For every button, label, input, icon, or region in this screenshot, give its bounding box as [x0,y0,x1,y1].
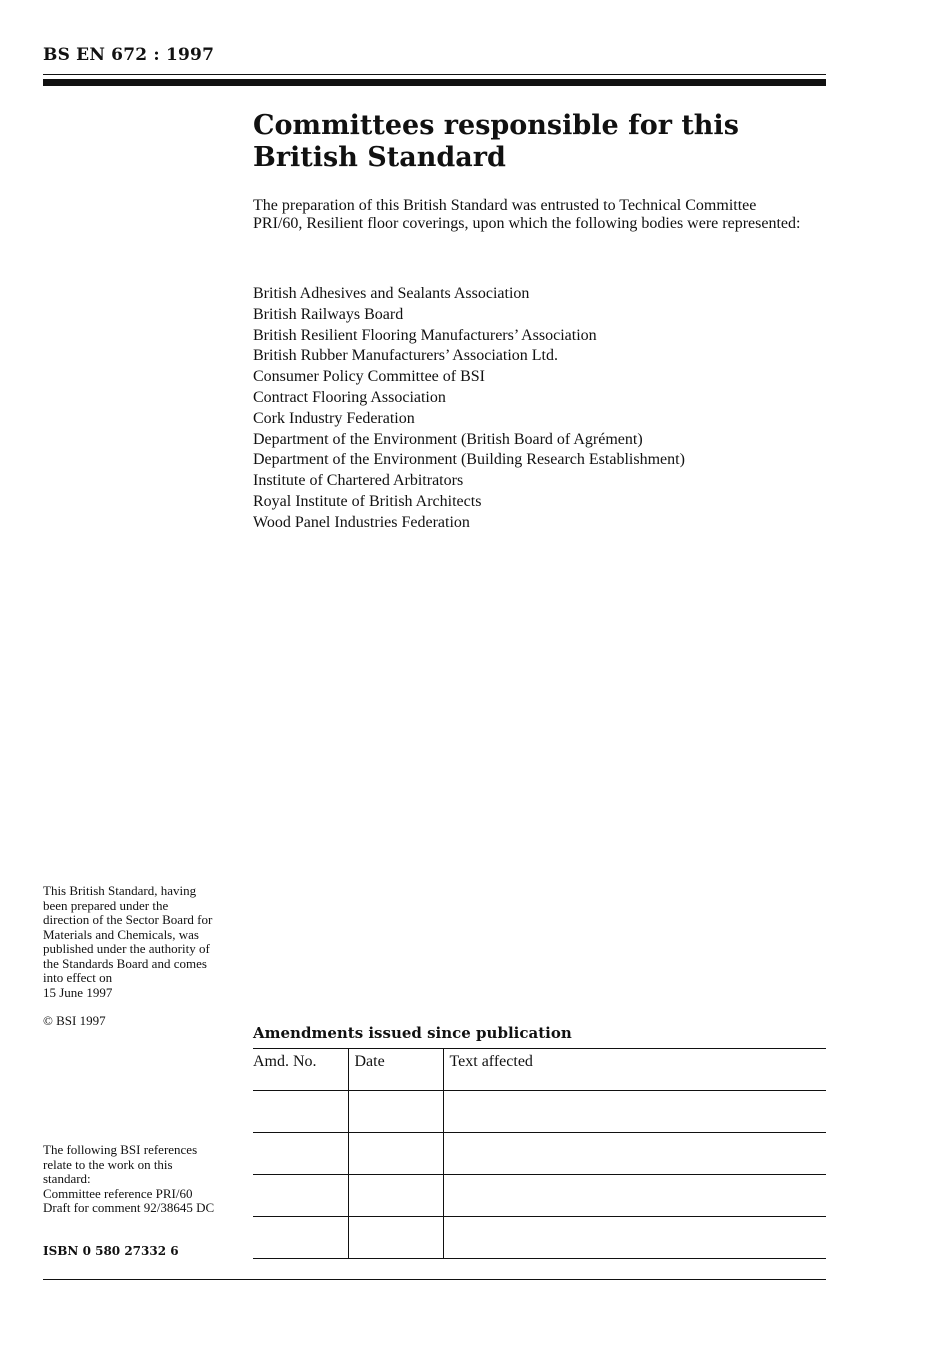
table-cell [348,1091,443,1133]
page-title-line-2: British Standard [253,142,506,173]
table-cell [253,1175,348,1217]
footer-rule [43,1279,826,1280]
list-item: Contract Flooring Association [253,388,446,406]
copyright-notice: © BSI 1997 [43,1013,106,1028]
header-rule-thick [43,79,826,86]
table-cell [443,1217,826,1259]
references-line: relate to the work on this [43,1156,173,1172]
list-item: British Adhesives and Sealants Association [253,285,530,302]
table-cell [348,1175,443,1217]
isbn: ISBN 0 580 27332 6 [43,1244,179,1258]
table-cell [253,1217,348,1259]
references-note [43,1143,233,1216]
table-cell [443,1133,826,1175]
standard-number: BS EN 672 : 1997 [43,45,215,65]
table-header-row [253,1049,826,1091]
table-row [253,1217,826,1259]
table-cell [253,1133,348,1175]
list-item: British Resilient Flooring Manufacturers’ Association [253,326,597,344]
authority-line: This British Standard, having [43,883,197,898]
list-item: British Rubber Manufacturers’ Association Ltd. [253,347,558,365]
list-item: Cork Industry Federation [253,409,415,427]
list-item: British Railways Board [253,305,404,323]
table-cell [348,1217,443,1259]
table-cell [253,1091,348,1133]
table-cell [348,1133,443,1175]
amendments-table [253,1048,826,1259]
authority-line: been prepared under the [43,897,169,913]
authority-line: 15 June 1997 [43,984,113,1000]
list-item: Institute of Chartered Arbitrators [253,472,464,490]
table-cell [443,1091,826,1133]
authority-line: direction of the Sector Board for [43,912,213,927]
authority-line: the Standards Board and comes [43,955,207,971]
header-rule-thin [43,74,826,75]
column-header-amd-no: Amd. No. [253,1049,348,1091]
authority-line: Materials and Chemicals, was [43,926,199,942]
references-line: Committee reference PRI/60 [43,1185,193,1201]
amendments-title: Amendments issued since publication [253,1024,572,1042]
list-item: Wood Panel Industries Federation [253,513,470,531]
references-line: The following BSI references [43,1142,198,1157]
list-item: Department of the Environment (British Board of Agrément) [253,430,643,448]
references-line: Draft for comment 92/38645 DC [43,1200,215,1215]
table-row [253,1175,826,1217]
bodies-list [253,284,826,534]
list-item: Royal Institute of British Architects [253,492,482,510]
page-title-line-1: Committees responsible for this [253,110,739,141]
authority-note [43,884,233,1000]
column-header-text-affected: Text affected [443,1049,826,1091]
table-row [253,1133,826,1175]
table-cell [443,1175,826,1217]
authority-line: published under the authority of [43,941,210,956]
references-line: standard: [43,1171,91,1186]
column-header-date: Date [348,1049,443,1091]
list-item: Department of the Environment (Building Research Establishment) [253,451,685,469]
intro-paragraph: The preparation of this British Standard was entrusted to Technical Committee PRI/60, Resilient floor coverings, upon which the following bodies were represented: [253,197,801,232]
list-item: Consumer Policy Committee of BSI [253,368,485,386]
bodies-list-container [253,284,826,534]
table-row [253,1091,826,1133]
authority-line: into effect on [43,970,113,985]
page-title [253,110,826,174]
